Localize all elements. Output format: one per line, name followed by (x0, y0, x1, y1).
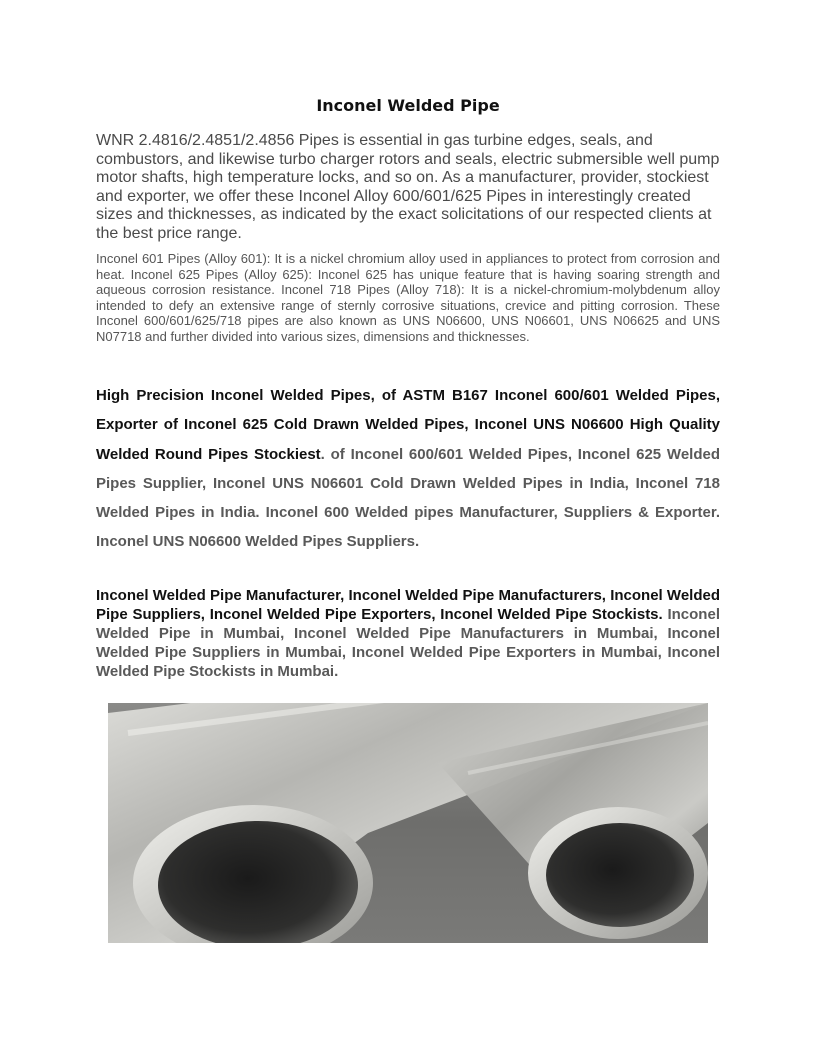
keywords-paragraph (96, 586, 720, 681)
precision-paragraph (96, 381, 720, 557)
intro-paragraph: WNR 2.4816/2.4851/2.4856 Pipes is essential in gas turbine edges, seals, and combustors, and likewise turbo charger rotors and seals, electric submersible well pump motor shafts, high temperature locks, and so on. As a manufacturer, provider, stockiest and exporter, we offer these Inconel Alloy 600/601/625 Pipes in interestingly created sizes and thicknesses, as indicated by the exact solicitations of our respected clients at the best price range. (96, 132, 720, 242)
page-title: Inconel Welded Pipe (316, 96, 500, 115)
left-pipe-hole (158, 821, 358, 943)
precision-grey-text: . of Inconel 600/601 Welded Pipes, Inconel 625 Welded Pipes Supplier, Inconel UNS N06601 Cold Drawn Welded Pipes in India, Inconel 718 Welded Pipes in India. Inconel 600 Welded pipes Manufacturer, Suppliers & Exporter. Inconel UNS N06600 Welded Pipes Suppliers. (96, 445, 720, 551)
keywords-dark-text: Inconel Welded Pipe Manufacturer, Inconel Welded Pipe Manufacturers, Inconel Welded Pipe Suppliers, Inconel Welded Pipe Exporters, Inconel Welded Pipe Stockists. (96, 587, 720, 623)
precision-dark-text: High Precision Inconel Welded Pipes, of ASTM B167 Inconel 600/601 Welded Pipes, Exporter of Inconel 625 Cold Drawn Welded Pipes, Inconel UNS N06600 High Quality Welded Round Pipes Stockiest (96, 387, 720, 463)
pipes-photo (108, 703, 708, 943)
alloys-paragraph: Inconel 601 Pipes (Alloy 601): It is a nickel chromium alloy used in appliances to protect from corrosion and heat. Inconel 625 Pipes (Alloy 625): Inconel 625 has unique feature that is having soaring strength and aqueous corrosion resistance. Inconel 718 Pipes (Alloy 718): It is a nickel-chromium-molybdenum alloy intended to defy an extensive range of sternly corrosive situations, crevice and pitting corrosion. These Inconel 600/601/625/718 pipes are also known as UNS N06600, UNS N06601, UNS N06625 and UNS N07718 and further divided into various sizes, dimensions and thicknesses. (96, 251, 720, 344)
keywords-grey-text: Inconel Welded Pipe in Mumbai, Inconel Welded Pipe Manufacturers in Mumbai, Inconel Welded Pipe Suppliers in Mumbai, Inconel Welded Pipe Exporters in Mumbai, Inconel Welded Pipe Stockists in Mumbai. (96, 606, 720, 680)
right-pipe-hole (546, 823, 694, 927)
